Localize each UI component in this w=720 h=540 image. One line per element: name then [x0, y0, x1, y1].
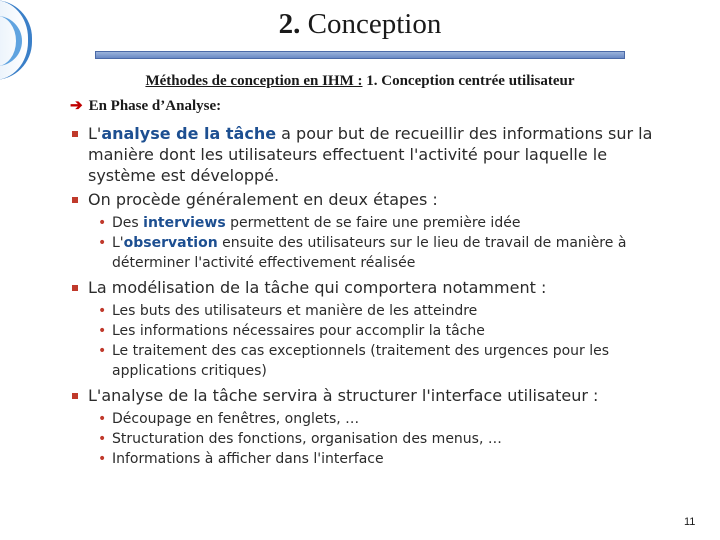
bullet-content	[70, 123, 670, 469]
keyword-observation: observation	[123, 235, 218, 251]
subtitle-rest: 1. Conception centrée utilisateur	[366, 73, 575, 89]
bullet-modelisation	[70, 277, 670, 298]
bullet-text: On procède généralement en deux étapes :	[88, 190, 438, 209]
slide-title	[0, 8, 720, 41]
keyword-analyse: analyse de la tâche	[101, 124, 277, 143]
sub-bullet-text: Des	[112, 215, 144, 231]
keyword-interviews: interviews	[143, 215, 226, 231]
title-underline-bar	[95, 51, 625, 59]
bullet-text: a pour but de recueillir des informations sur la manière dont les utilisateurs effectuent l'activité pour laquelle le système est développé.	[88, 124, 653, 185]
phase-text: En Phase d’Analyse:	[88, 98, 222, 114]
bullet-text: La modélisation de la tâche qui comportera notamment :	[88, 278, 547, 297]
sub-bullet-afficher	[70, 449, 670, 469]
sub-bullet-text: ensuite des utilisateurs sur le lieu de travail de manière à déterminer l'activité effectivement réalisée	[112, 235, 627, 271]
sub-bullet-text: Informations à afficher dans l'interface	[112, 451, 384, 467]
sub-bullet-observation	[70, 233, 670, 273]
phase-line	[70, 96, 221, 115]
sub-bullet-text: Le traitement des cas exceptionnels (traitement des urgences pour les applications critiques)	[112, 343, 610, 379]
sub-bullet-interviews	[70, 213, 670, 233]
sub-bullet-text: Découpage en fenêtres, onglets, …	[112, 411, 360, 427]
subtitle	[0, 73, 720, 90]
bullet-structurer	[70, 385, 670, 406]
subtitle-underlined: Méthodes de conception en IHM :	[145, 73, 363, 89]
arrow-icon: ➔	[70, 98, 83, 114]
page-number: 11	[684, 516, 696, 528]
title-text: Conception	[307, 8, 442, 40]
sub-bullet-text: Les buts des utilisateurs et manière de les atteindre	[112, 303, 478, 319]
bullet-text: L'	[88, 124, 102, 143]
bullet-analyse	[70, 123, 670, 186]
sub-bullet-decoupage	[70, 409, 670, 429]
bullet-list	[70, 123, 670, 469]
bullet-text: L'analyse de la tâche servira à structurer l'interface utilisateur :	[88, 386, 599, 405]
sub-bullet-structuration	[70, 429, 670, 449]
sub-bullet-text: Structuration des fonctions, organisation des menus, …	[112, 431, 502, 447]
sub-bullet-text: permettent de se faire une première idée	[225, 215, 521, 231]
sub-bullet-buts	[70, 301, 670, 321]
bullet-etapes	[70, 189, 670, 210]
title-number: 2.	[278, 8, 301, 40]
sub-bullet-text: Les informations nécessaires pour accomplir la tâche	[112, 323, 485, 339]
sub-bullet-exceptions	[70, 341, 670, 381]
sub-bullet-text: L'	[112, 235, 124, 251]
sub-bullet-informations	[70, 321, 670, 341]
